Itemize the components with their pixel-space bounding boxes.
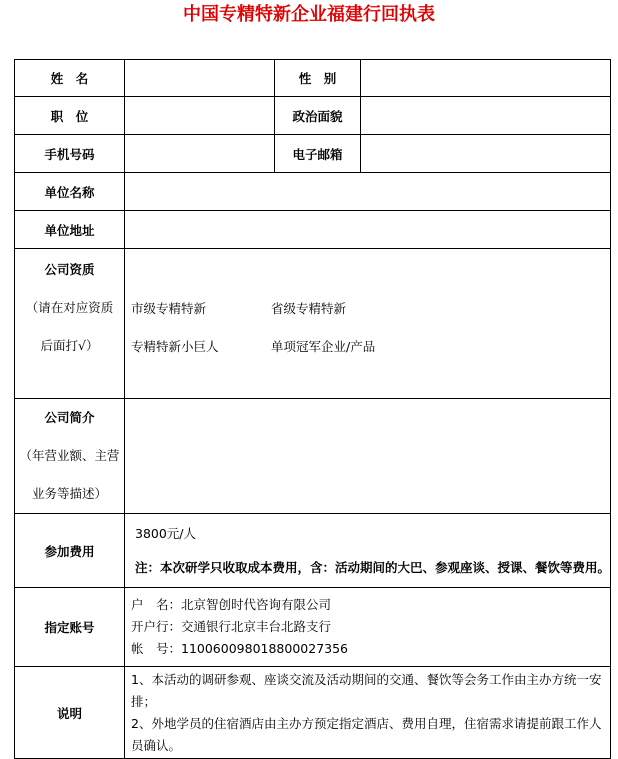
remark-item: 1、本活动的调研参观、座谈交流及活动期间的交通、餐饮等会务工作由主办方统一安排； <box>131 671 602 709</box>
qualification-hint-2: 后面打√） <box>40 338 99 353</box>
profile-label: 公司简介 <box>44 410 95 425</box>
company-name-field[interactable] <box>125 173 611 211</box>
name-field[interactable] <box>125 60 275 97</box>
company-name-label: 单位名称 <box>15 173 125 211</box>
remark-item: 2、外地学员的住宿酒店由主办方预定指定酒店、费用自理，住宿需求请提前跟工作人员确认。 <box>131 715 602 753</box>
qualification-option[interactable]: 市级专精特新 <box>131 301 207 316</box>
gender-field[interactable] <box>361 60 611 97</box>
email-field[interactable] <box>361 135 611 173</box>
qualification-option[interactable]: 单项冠军企业/产品 <box>271 339 376 354</box>
political-label: 政治面貌 <box>275 97 361 135</box>
phone-label: 手机号码 <box>15 135 125 173</box>
qualification-label: 公司资质 <box>44 262 95 277</box>
political-field[interactable] <box>361 97 611 135</box>
form-title: 中国专精特新企业福建行回执表 <box>183 4 435 25</box>
account-bank: 开户行：交通银行北京丰台北路支行 <box>131 619 332 634</box>
company-address-field[interactable] <box>125 211 611 249</box>
name-label: 姓 名 <box>15 60 125 97</box>
profile-field[interactable] <box>125 399 611 514</box>
qualification-option[interactable]: 省级专精特新 <box>271 301 347 316</box>
fee-amount: 3800元/人 <box>135 525 197 541</box>
registration-table <box>14 59 611 759</box>
phone-field[interactable] <box>125 135 275 173</box>
position-label: 职 位 <box>15 97 125 135</box>
company-address-label: 单位地址 <box>15 211 125 249</box>
gender-label: 性 别 <box>275 60 361 97</box>
account-label: 指定账号 <box>15 588 125 667</box>
position-field[interactable] <box>125 97 275 135</box>
profile-hint-2: 业务等描述） <box>31 486 107 501</box>
qualification-label-cell <box>15 249 125 399</box>
account-holder: 户 名：北京智创时代咨询有限公司 <box>131 597 332 612</box>
remarks-cell <box>125 667 611 759</box>
qualification-option[interactable]: 专精特新小巨人 <box>131 339 219 354</box>
account-cell <box>125 588 611 667</box>
email-label: 电子邮箱 <box>275 135 361 173</box>
qualification-hint-1: （请在对应资质 <box>25 300 114 315</box>
fee-cell <box>125 514 611 588</box>
profile-hint-1: （年营业额、主营 <box>19 448 120 463</box>
account-number: 帐 号：110060098018800027356 <box>131 641 349 656</box>
fee-note: 注：本次研学只收取成本费用，含：活动期间的大巴、参观座谈、授课、餐饮等费用。 <box>135 559 611 575</box>
remarks-label: 说明 <box>15 667 125 759</box>
qualification-options-cell <box>125 249 611 399</box>
profile-label-cell <box>15 399 125 514</box>
fee-label: 参加费用 <box>15 514 125 588</box>
